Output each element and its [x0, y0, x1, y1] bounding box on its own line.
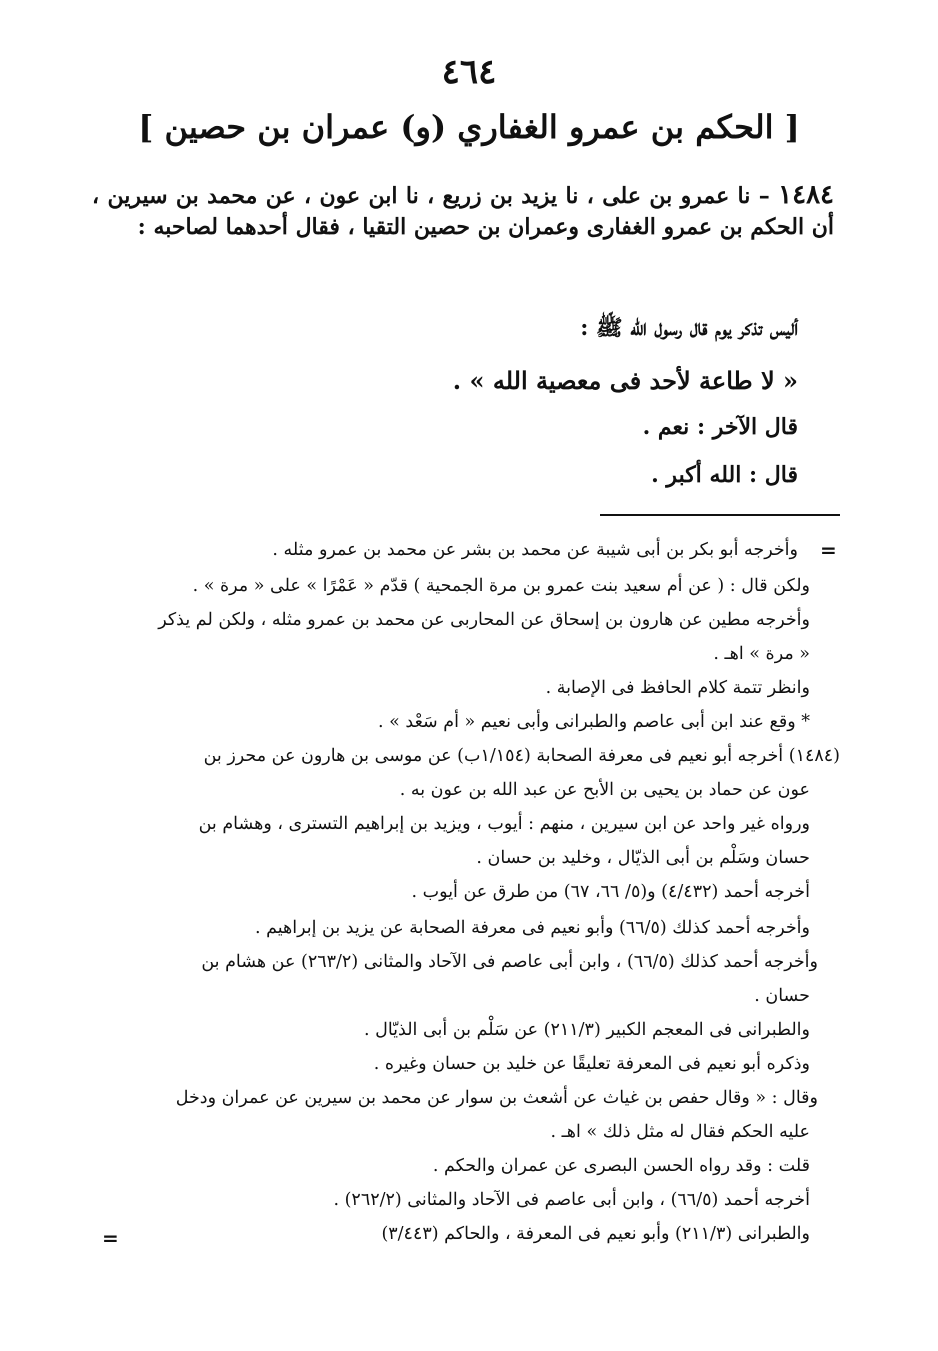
footnote-line: * وقع عند ابن أبى عاصم والطبرانى وأبى نعيم « أم سَعْد » . — [378, 712, 810, 732]
dialogue-line-4: قال : الله أكبر . — [651, 462, 798, 488]
footnote-line: وأخرجه أبو بكر بن أبى شيبة عن محمد بن بشر عن محمد بن عمرو مثله . — [272, 540, 798, 560]
footnote-line: وقال : « وقال حفص بن غياث عن أشعث بن سوار عن محمد بن سيرين عن عمران ودخل — [175, 1088, 818, 1108]
footnote-line: ولكن قال : ( عن أم سعيد بنت عمرو بن مرة الجمحية ) قدّم « عَمْرًا » على « مرة » . — [192, 576, 810, 596]
footnote-line: والطبرانى فى المعجم الكبير (٢١١/٣) عن سَلْم بن أبى الذيّال . — [363, 1020, 810, 1040]
dialogue-line-3: قال الآخر : نعم . — [642, 414, 798, 440]
footnote-line: وأخرجه أحمد كذلك (٦٦/٥) ، وابن أبى عاصم فى الآحاد والمثانى (٢٦٣/٢) عن هشام بن — [201, 952, 818, 972]
hadith-number: ١٤٨٤ — [778, 180, 834, 210]
footnote-line: ورواه غير واحد عن ابن سيرين ، منهم : أيوب ، ويزيد بن إبراهيم التسترى ، وهشام بن — [198, 814, 810, 834]
footnote-line: حسان وسَلْم بن أبى الذيّال ، وخليد بن حسان . — [476, 848, 810, 868]
footnote-line: حسان . — [754, 986, 810, 1006]
continuation-marker-top: = — [820, 538, 837, 562]
continuation-marker-bottom: = — [102, 1226, 119, 1250]
footnote-line: « مرة » اهـ . — [713, 644, 810, 664]
hadith-text — [92, 180, 834, 243]
footnote-separator — [600, 514, 840, 516]
footnote-line: والطبرانى (٢١١/٣) وأبو نعيم فى المعرفة ، والحاكم (٣/٤٤٣) — [381, 1224, 810, 1244]
dialogue-line-2: « لا طاعة لأحد فى معصية الله » . — [452, 366, 798, 395]
dialogue-line-1: أليس تذكر يوم قال رسول الله ﷺ : — [580, 315, 798, 341]
footnote-line: أخرجه أحمد (٦٦/٥) ، وابن أبى عاصم فى الآحاد والمثانى (٢٦٢/٢) . — [333, 1190, 810, 1210]
footnote-line: عون عن حماد بن يحيى بن الأبح عن عبد الله بن عون به . — [399, 780, 810, 800]
footnote-line: (١٤٨٤) أخرجه أبو نعيم فى معرفة الصحابة (١/١٥٤ب) عن موسى بن هارون عن محرز بن — [203, 746, 840, 766]
page-number: ٤٦٤ — [441, 52, 497, 92]
footnote-line: وذكره أبو نعيم فى المعرفة تعليقًا عن خليد بن حسان وغيره . — [373, 1054, 810, 1074]
footnote-line: وأخرجه أحمد كذلك (٦٦/٥) وأبو نعيم فى معرفة الصحابة عن يزيد بن إبراهيم . — [254, 918, 810, 938]
footnote-line: أخرجه أحمد (٤/٤٣٢) و(٥/ ٦٦، ٦٧) من طرق عن أيوب . — [411, 882, 810, 902]
footnote-line: قلت : وقد رواه الحسن البصرى عن عمران والحكم . — [432, 1156, 810, 1176]
footnote-line: وانظر تتمة كلام الحافظ فى الإصابة . — [545, 678, 810, 698]
footnote-line: عليه الحكم فقال له مثل ذلك » اهـ . — [550, 1122, 810, 1142]
page-title: [ الحكم بن عمرو الغفاري (و) عمران بن حصين ] — [138, 108, 800, 146]
hadith-body: – نا عمرو بن على ، نا يزيد بن زريع ، نا ابن عون ، عن محمد بن سيرين ، أن الحكم بن عمرو الغفارى وعمران بن حصين التقيا ، فقال أحدهما لصاحبه : — [92, 183, 834, 240]
footnote-line: وأخرجه مطين عن هارون بن إسحاق عن المحاربى عن محمد بن عمرو مثله ، ولكن لم يذكر — [158, 610, 810, 630]
